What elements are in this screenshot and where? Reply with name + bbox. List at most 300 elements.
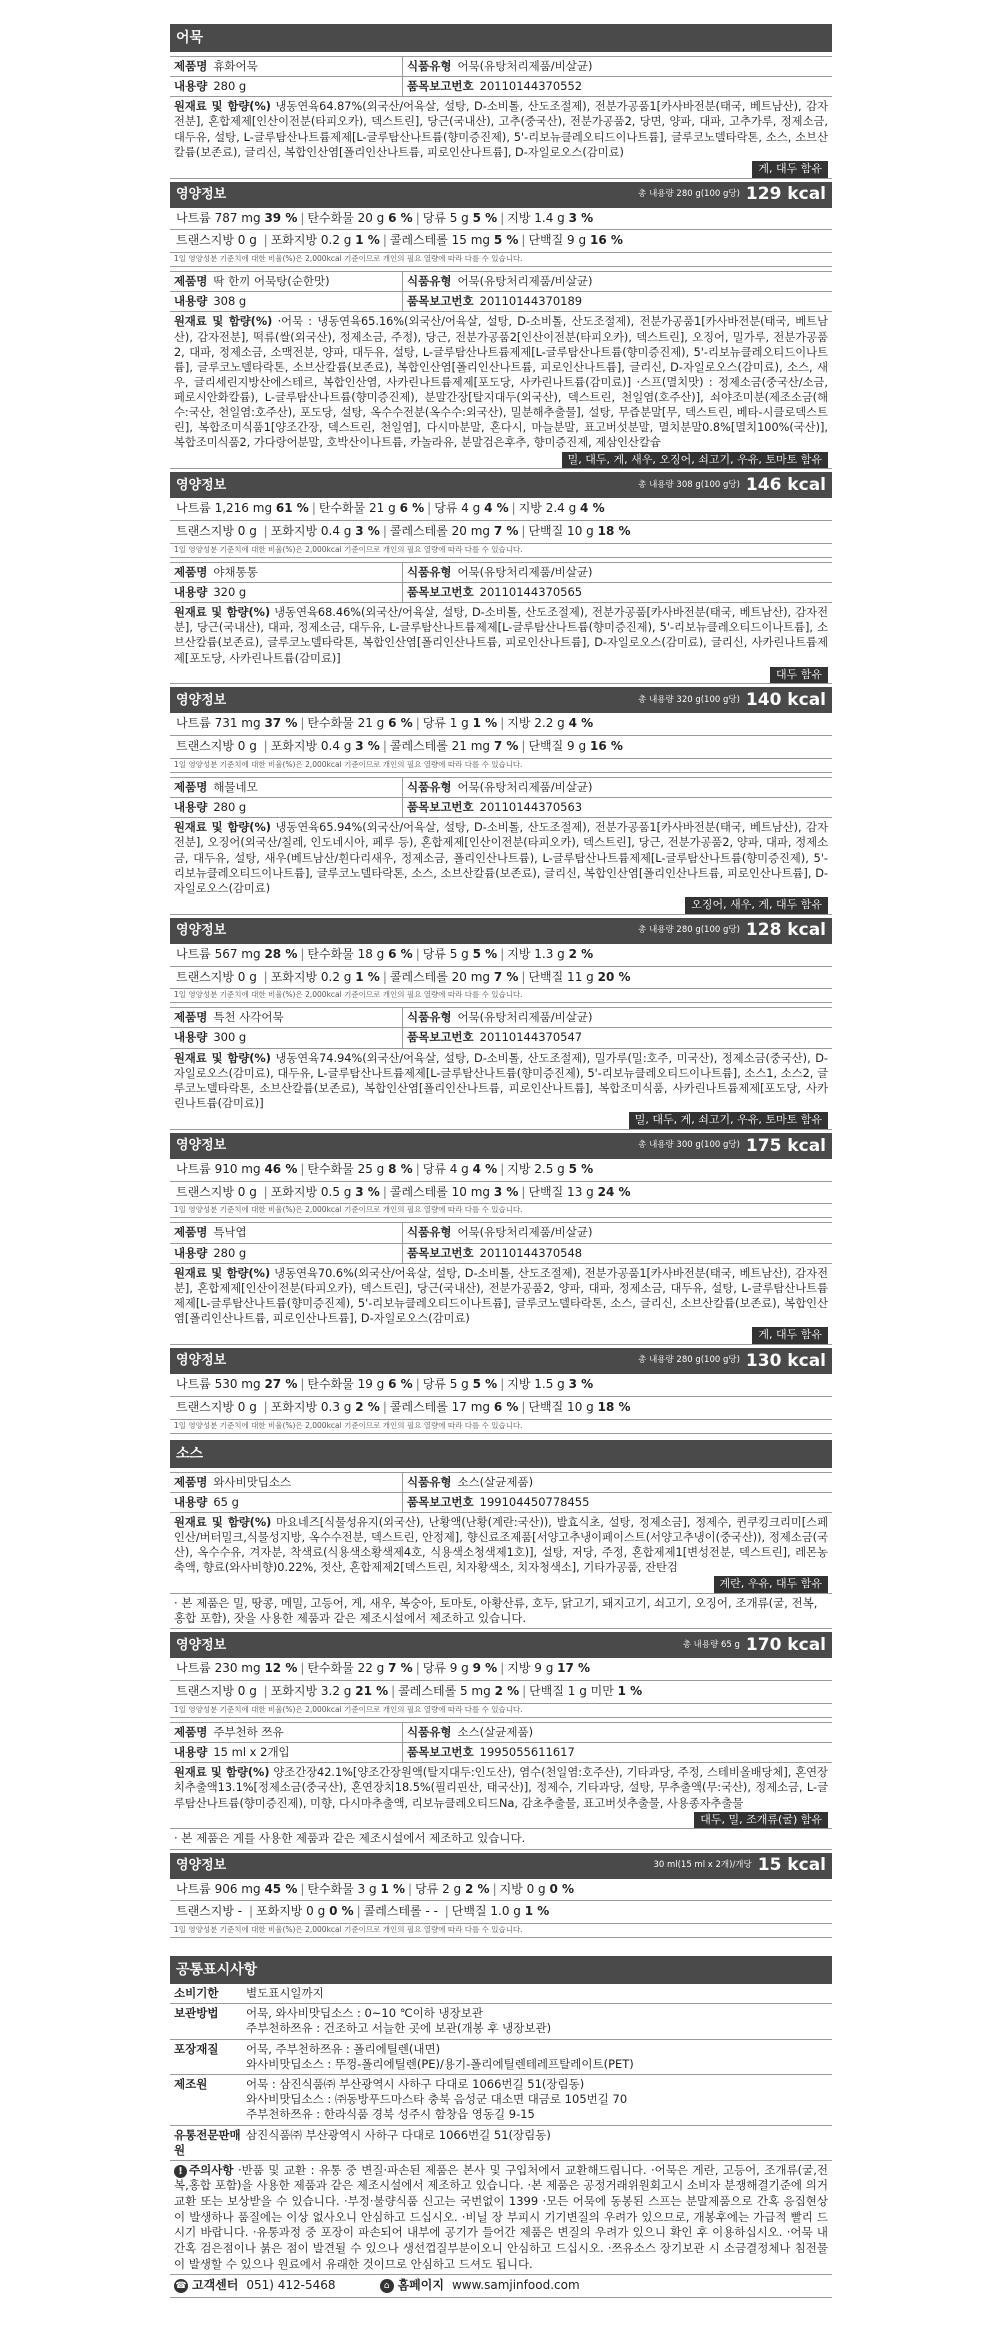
separator: | [500, 716, 505, 731]
product-name-cell [170, 778, 402, 798]
food-type-label: 식품유형 [407, 1724, 452, 1739]
nutrient-percent: 6 % [388, 716, 413, 731]
common-row-line: 어묵 : 삼진식품㈜ 부산광역시 사하구 다대로 1066번길 51(장림동) [246, 2077, 585, 2091]
content-amount-label: 내용량 [174, 800, 208, 815]
nutrient-amount: 단백질 9 g [528, 233, 587, 248]
nutrient-amount: 탄수화물 3 g [307, 1881, 377, 1896]
nutrient-percent: 5 % [472, 946, 498, 961]
nutrient-amount: 탄수화물 21 g [307, 716, 385, 731]
separator: | [444, 1904, 449, 1919]
report-number-label: 품목보고번호 [407, 1245, 474, 1260]
nutrient-percent: 4 % [472, 1161, 498, 1176]
nutrition-row [170, 1658, 832, 1681]
nutrition-row [170, 1397, 832, 1420]
product-name: 휴화어묵 [213, 59, 258, 73]
food-type-label: 식품유형 [407, 1474, 452, 1489]
fishcake-list [170, 56, 832, 1434]
nutrition-header [170, 687, 832, 713]
separator: | [500, 210, 505, 225]
nutrient-percent: 3 % [355, 524, 380, 539]
nutrient-amount: 지방 2.2 g [507, 716, 565, 731]
food-type: 어묵(유탕처리제품/비살균) [457, 780, 593, 794]
report-number-label: 품목보고번호 [407, 585, 474, 600]
nutrient-amount: 탄수화물 20 g [307, 210, 385, 225]
report-number-label: 품목보고번호 [407, 1745, 474, 1760]
nutrient-amount: 나트륨 230 mg [176, 1661, 261, 1676]
separator: | [263, 969, 268, 984]
report-number-cell [402, 1028, 832, 1048]
nutrient-amount: 단백질 13 g [528, 1184, 594, 1199]
content-amount-label: 내용량 [174, 1494, 208, 1509]
product-name: 특천 사각어묵 [213, 1010, 284, 1025]
nutrient-percent: 0 % [549, 1881, 575, 1896]
nutrient-percent: 17 % [557, 1661, 591, 1676]
nutrient-amount: 당류 2 g [415, 1881, 462, 1896]
common-row-value [246, 2042, 832, 2072]
separator: | [408, 1881, 413, 1896]
allergen-row [174, 666, 828, 684]
product-block [170, 1007, 832, 1218]
content-amount-label: 내용량 [174, 585, 208, 600]
calories: 130 kcal [745, 1350, 826, 1371]
nutrient-percent: 37 % [264, 716, 298, 731]
product-info-grid [170, 1007, 832, 1048]
report-number-label: 품목보고번호 [407, 79, 474, 94]
serving-size: 총 내용량 300 g(100 g당) [638, 1140, 740, 1151]
nutrient-amount: 당류 5 g [422, 210, 469, 225]
allergen-badge: 밀, 대두, 게, 쇠고기, 우유, 토마토 함유 [629, 1112, 828, 1129]
common-row [170, 2040, 832, 2075]
nutrient-amount: 트랜스지방 0 g [176, 969, 257, 984]
nutrient-percent: 18 % [597, 524, 631, 539]
separator: | [521, 233, 526, 248]
nutrition-title: 영양정보 [176, 1138, 227, 1154]
nutrient-percent: 61 % [275, 501, 309, 516]
common-row [170, 2075, 832, 2126]
common-row-line: 와사비맛딥소스 : 뚜껑-폴리에틸렌(PE)/용기-폴리에틸렌테레프탈레이트(PET) [246, 2056, 634, 2071]
section-title-fishcake: 어묵 [170, 24, 832, 52]
nutrient-amount: 포화지방 3.2 g [270, 1684, 352, 1699]
nutrient-percent: 12 % [264, 1661, 298, 1676]
content-amount-cell [170, 1244, 402, 1264]
nutrient-percent: 20 % [597, 969, 631, 984]
warning-block [170, 2161, 832, 2275]
nutrition-footnote: 1일 영양성분 기준치에 대한 비율(%)은 2,000kcal 기준이므로 개인의 필요 열량에 따라 다를 수 있습니다. [170, 1704, 832, 1718]
allergen-badge: 게, 대두 함유 [752, 161, 828, 178]
content-amount: 320 g [213, 585, 247, 600]
nutrition-header [170, 1853, 832, 1879]
phone-icon: ☎ [175, 2281, 187, 2292]
product-name-cell [170, 1008, 402, 1028]
nutrient-percent: 6 % [388, 1376, 413, 1391]
ingredients-text: 양조간장42.1%[양조간장원액(탈지대두:인도산), 염수(천일염:호주산), 기타과당, 주정, 스테비올배당체], 혼연장치추출액13.1%[정제소금(중국산), 혼연장치18.5%(필리핀산, 태국산)], 정제수, 기타과당, 설탕, 무추출액(무:국산), 정제소금, L-글루탐산나트륨(향미증진제), 미향, 다시마추출액, 리보뉴클레오티드Na, 감초추출물, 표고버섯추출물, 사용종자추출물 [174, 1766, 828, 1810]
ingredients-label: 원재료 및 함량(%) [174, 821, 271, 835]
content-amount-label: 내용량 [174, 1245, 208, 1260]
report-number: 20110144370189 [479, 294, 583, 309]
content-amount: 280 g [213, 1245, 247, 1260]
nutrient-amount: 탄수화물 19 g [307, 1376, 385, 1391]
serving-size: 총 내용량 280 g(100 g당) [638, 925, 740, 936]
nutrient-percent: 7 % [388, 1661, 413, 1676]
food-type: 소스(살균제품) [457, 1724, 534, 1739]
allergen-row [174, 160, 828, 178]
separator: | [521, 739, 526, 754]
content-amount-label: 내용량 [174, 1745, 208, 1760]
separator: | [382, 739, 387, 754]
food-type: 어묵(유탕처리제품/비살균) [457, 274, 593, 289]
common-info-rows [170, 1984, 832, 2161]
contact-row [170, 2275, 832, 2298]
nutrient-percent: 45 % [264, 1881, 298, 1896]
nutrition-footnote: 1일 영양성분 기준치에 대한 비율(%)은 2,000kcal 기준이므로 개인의 필요 열량에 따라 다를 수 있습니다. [170, 1924, 832, 1938]
food-type: 어묵(유탕처리제품/비살균) [457, 564, 593, 579]
common-info [170, 1956, 832, 2298]
separator: | [263, 1399, 268, 1414]
separator: | [415, 716, 420, 731]
allergen-row [174, 1575, 828, 1593]
nutrient-amount: 나트륨 906 mg [176, 1881, 261, 1896]
nutrient-percent: 3 % [493, 1184, 519, 1199]
nutrient-amount: 탄수화물 22 g [307, 1661, 385, 1676]
product-block [170, 562, 832, 773]
nutrient-percent: 5 % [472, 210, 498, 225]
nutrient-amount: 콜레스테롤 20 mg [389, 524, 491, 539]
separator: | [382, 969, 387, 984]
separator: | [522, 1684, 527, 1699]
nutrition-header [170, 1348, 832, 1374]
nutrient-percent: 2 % [494, 1684, 520, 1699]
nutrient-amount: 당류 1 g [422, 716, 469, 731]
separator: | [521, 1399, 526, 1414]
nutrition-row [170, 713, 832, 736]
ingredients-text: 냉동연육70.6%(외국산/어육살, 설탕, D-소비톨, 산도조절제), 전분가공품1[카사바전분(태국, 베트남산), 감자전분], 혼합제제[인산이전분(타피오카), 덱스트린], 당근(국내산), 전분가공품2, 양파, 대파, 정제소금, 대두유, 설탕, L-글루탐산나트륨제제[L-글루탐산나트륨(향미증진제), 5'-리보뉴클레오티드이나트륨], 글루코노델타락톤, 소스, 글리신, 소브산칼륨(보존료), 복합인산염[폴리인산나트륨, 피로인산나트륨], D-자일로오스(감미료) [174, 1266, 828, 1326]
calories: 146 kcal [745, 475, 826, 496]
content-amount: 15 ml x 2개입 [213, 1745, 290, 1760]
contact-label: 고객센터 [192, 2278, 239, 2293]
nutrient-amount: 단백질 1 g 미만 [529, 1684, 614, 1699]
nutrient-amount: 단백질 10 g [528, 524, 594, 539]
separator: | [391, 1684, 396, 1699]
product-info-grid [170, 271, 832, 312]
calories: 175 kcal [745, 1135, 826, 1156]
food-type-cell [402, 1723, 832, 1743]
food-type-cell [402, 1223, 832, 1243]
content-amount-cell [170, 1743, 402, 1763]
nutrient-percent: 16 % [589, 739, 623, 754]
product-name: 딱 한끼 어묵탕(순한맛) [213, 274, 330, 289]
separator: | [311, 501, 316, 516]
report-number-cell [402, 798, 832, 818]
facility-note: · 본 제품은 게를 사용한 제품과 같은 제조시설에서 제조하고 있습니다. [170, 1829, 832, 1849]
nutrient-amount: 콜레스테롤 5 mg [398, 1684, 491, 1699]
nutrient-percent: 6 % [388, 210, 413, 225]
content-amount-label: 내용량 [174, 1030, 208, 1045]
product-info-grid [170, 562, 832, 603]
report-number: 20110144370547 [479, 1030, 583, 1045]
report-number: 20110144370552 [479, 79, 583, 94]
nutrient-amount: 당류 4 g [422, 1161, 469, 1176]
report-number-cell [402, 1743, 832, 1763]
serving-size: 총 내용량 308 g(100 g당) [638, 479, 740, 490]
ingredients-block [170, 97, 832, 178]
food-type: 어묵(유탕처리제품/비살균) [457, 1225, 593, 1240]
nutrient-amount: 단백질 9 g [528, 739, 587, 754]
separator: | [300, 210, 305, 225]
content-amount-cell [170, 1493, 402, 1513]
nutrient-percent: 1 % [355, 969, 380, 984]
serving-size: 총 내용량 320 g(100 g당) [638, 694, 740, 705]
food-type: 소스(살균제품) [457, 1474, 534, 1489]
allergen-badge: 대두, 밀, 조개류(굴) 함유 [694, 1812, 828, 1829]
product-info-grid [170, 1472, 832, 1513]
nutrient-percent: 2 % [355, 1399, 380, 1414]
calories: 128 kcal [745, 920, 826, 941]
nutrition-title: 영양정보 [176, 692, 227, 708]
product-name: 해물네모 [213, 780, 258, 794]
nutrient-amount: 포화지방 0.2 g [270, 233, 352, 248]
nutrient-amount: 콜레스테롤 21 mg [389, 739, 491, 754]
report-number: 20110144370563 [479, 800, 583, 815]
nutrient-amount: 콜레스테롤 20 mg [389, 969, 491, 984]
food-type: 어묵(유탕처리제품/비살균) [457, 1010, 593, 1025]
calories: 15 kcal [757, 1855, 826, 1876]
nutrient-amount: 콜레스테롤 15 mg [389, 233, 491, 248]
product-name-label: 제품명 [174, 1474, 208, 1489]
nutrition-footnote: 1일 영양성분 기준치에 대한 비율(%)은 2,000kcal 기준이므로 개인의 필요 열량에 따라 다를 수 있습니다. [170, 253, 832, 267]
nutrient-amount: 트랜스지방 0 g [176, 1184, 257, 1199]
content-amount: 280 g [213, 79, 247, 94]
nutrient-amount: 지방 0 g [499, 1881, 546, 1896]
nutrient-amount: 지방 2.4 g [518, 501, 577, 516]
serving-size: 총 내용량 280 g(100 g당) [638, 1355, 740, 1366]
food-type-label: 식품유형 [407, 564, 452, 579]
nutrition-row [170, 1901, 832, 1924]
common-row-line: 별도표시일까지 [246, 1986, 324, 2001]
nutrient-percent: 5 % [472, 1376, 498, 1391]
nutrition-row [170, 1374, 832, 1397]
report-number-cell [402, 1493, 832, 1513]
nutrition-footnote: 1일 영양성분 기준치에 대한 비율(%)은 2,000kcal 기준이므로 개인의 필요 열량에 따라 다를 수 있습니다. [170, 989, 832, 1003]
food-type-cell [402, 57, 832, 77]
home-icon: ⌂ [380, 2279, 394, 2293]
product-name: 주부천하 쯔유 [213, 1724, 284, 1739]
nutrition-header [170, 1632, 832, 1658]
common-row-line: 어묵, 주부천하쯔유 : 폴리에틸렌(내면) [246, 2041, 441, 2056]
ingredients-text: 냉동연육65.94%(외국산/어육살, 설탕, D-소비톨, 산도조절제), 전분가공품1[카사바전분(태국, 베트남산), 감자전분], 오징어(외국산/칠레, 인도네시아, 페루 등), 혼합제제[인산이전분(타피오카), 덱스트린], 당근, 전분가공품2, 양파, 대파, 정제소금, 대두유, 설탕, 새우(베트남산/흰다리새우, 정제소금, 폴리인산나트륨), L-글루탐산나트륨제제[L-글루탐산나트륨(향미증진제), 5'-리보뉴클레오티드이나트륨], 글루코노델타락톤, 소스, 소브산칼륨(보존료), 글리신, 복합인산염[폴리인산나트륨, 피로인산나트륨], D-자일로오스(감미료) [174, 821, 828, 895]
nutrition-header [170, 182, 832, 208]
product-block [170, 56, 832, 267]
nutrient-percent: 3 % [568, 210, 594, 225]
nutrition-footnote: 1일 영양성분 기준치에 대한 비율(%)은 2,000kcal 기준이므로 개인의 필요 열량에 따라 다를 수 있습니다. [170, 1204, 832, 1218]
product-name: 야채통통 [213, 564, 258, 579]
warning-title: 주의사항 [189, 2162, 234, 2177]
ingredients-label: 원재료 및 함량(%) [174, 1515, 272, 1529]
ingredients-text: 냉동연육74.94%(외국산/어육살, 설탕, D-소비톨, 산도조절제), 밀가루(밀:호주, 미국산), 정제소금(중국산), D-자일로오스(감미료), 대두유, L-글루탐산나트륨제제[L-글루탐산나트륨(향미증진제), 5'-리보뉴클레오티드이나트륨], 소스1, 소스2, 글루코노델타락톤, 소브산칼륨(보존료), 복합인산염[폴리인산나트륨, 피로인산나트륨], 복합조미식품, 사카린나트륨제제[포도당, 사카린나트륨(감미료)] [174, 1051, 828, 1110]
nutrient-amount: 트랜스지방 - [176, 1904, 243, 1919]
separator: | [500, 1661, 505, 1676]
product-name: 와사비맛딥소스 [213, 1474, 292, 1489]
food-type-label: 식품유형 [407, 780, 452, 794]
content-amount: 65 g [213, 1494, 239, 1509]
nutrition-header [170, 472, 832, 498]
common-row-line: 와사비맛딥소스 : ㈜동방푸드마스타 충북 음성군 대소면 대금로 105번길 70 [246, 2092, 628, 2107]
nutrition-header [170, 918, 832, 944]
nutrient-amount: 당류 9 g [422, 1661, 469, 1676]
common-row-value [246, 1986, 832, 2001]
nutrition-row [170, 230, 832, 253]
ingredients-label: 원재료 및 함량(%) [174, 1051, 271, 1065]
nutrient-percent: 6 % [388, 946, 413, 961]
food-type: 어묵(유탕처리제품/비살균) [457, 59, 593, 73]
nutrition-row [170, 1681, 832, 1704]
nutrient-percent: 2 % [568, 946, 594, 961]
nutrition-header [170, 1133, 832, 1159]
nutrition-row [170, 967, 832, 990]
product-name-cell [170, 57, 402, 77]
ingredients-text: 냉동연육64.87%(외국산/어육살, 설탕, D-소비톨, 산도조절제), 전분가공품1[카사바전분(태국, 베트남산), 감자전분], 혼합제제[인산이전분(타피오카), 덱스트린], 당근(국내산), 고추(중국산), 전분가공품2, 당면, 양파, 대파, 고추가루, 정제소금, 대두유, 설탕, L-글루탐산나트륨제제[L-글루탐산나트륨(향미증진제), 5'-리보뉴클레오티드이나트륨], 글루코노델타락톤, 소스, 소브산칼륨(보존료), 글리신, 복합인산염[폴리인산나트륨, 피로인산나트륨], D-자일로오스(감미료) [174, 100, 828, 159]
food-type-cell [402, 272, 832, 292]
separator: | [415, 946, 420, 961]
nutrition-row [170, 498, 832, 521]
common-row [170, 1984, 832, 2004]
content-amount-label: 내용량 [174, 294, 208, 309]
ingredients-block [170, 312, 832, 469]
allergen-row [174, 451, 828, 469]
nutrient-amount: 나트륨 787 mg [176, 210, 261, 225]
nutrient-percent: 5 % [493, 233, 519, 248]
report-number: 20110144370548 [479, 1245, 583, 1260]
ingredients-block [170, 1763, 832, 1829]
nutrient-percent: 1 % [355, 233, 380, 248]
common-row-value [246, 2077, 832, 2123]
exclamation-icon: ! [174, 2165, 187, 2178]
food-type-cell [402, 1008, 832, 1028]
nutrition-footnote: 1일 영양성분 기준치에 대한 비율(%)은 2,000kcal 기준이므로 개인의 필요 열량에 따라 다를 수 있습니다. [170, 1420, 832, 1434]
product-block [170, 1472, 832, 1718]
content-amount-label: 내용량 [174, 79, 208, 94]
nutrient-percent: 1 % [524, 1904, 550, 1919]
separator: | [500, 1376, 505, 1391]
nutrient-percent: 3 % [568, 1376, 594, 1391]
separator: | [427, 501, 432, 516]
nutrition-row [170, 944, 832, 967]
nutrient-amount: 단백질 1.0 g [451, 1904, 521, 1919]
food-type-cell [402, 1473, 832, 1493]
common-row-label: 보관방법 [174, 2006, 219, 2021]
common-row-value [246, 2128, 832, 2158]
ingredients-text: ·어묵 : 냉동연육65.16%(외국산/어육살, 설탕, D-소비톨, 산도조절제), 전분가공품1[카사바전분(태국, 베트남산), 감자전분], 떡류(쌀(외국산), 정제소금, 주정), 당근, 전분가공품2[인산이전분(타피오카), 덱스트린], 오징어, 밀가루, 전분가공품2, 대파, 정제소금, 소맥전분, 양파, 대두유, 설탕, L-글루탐산나트륨제제[L-글루탐산나트륨(향미증진제), 5'-리보뉴클레오티드이나트륨], 글루코노델타락톤, 소브산칼륨(보존료), 복합인산염[폴리인산나트륨, 피로인산나트륨], 글리신, D-자일로오스(감미료), 소스, 새우, 글리세린지방산에스테르, 복합인산염, 사카린나트륨제제[포도당, 사카린나트륨(감미료)] ·스프(멸치맛) : 정제소금(중국산/소금, 페로시안화칼륨), L-글루탐산나트륨(향미증진제), 분말간장[탈지대두(외국산), 덱스트린, 천일염(호주산)], 쇠야조미분(제조소금(해수:국산, 천일염:호주산), 포도당, 설탕, 옥수수전분(옥수수:외국산), 밀분해추출물], 설탕, 무즙분말[무, 덱스트린, 베타-시클로덱스트린], 복합조미식품1[양조간장, 덱스트린, 천일염], 다시마분말, 혼다시, 마늘분말, 표고버섯분말, 멸치분말0.8%[멸치100%(국산)], 복합조미식품2, 가다랑어분말, 호박산이나트륨, 카놀라유, 분말검은후추, 향미증진제, 제삼인산칼슘 [174, 315, 829, 450]
ingredients-text: 마요네즈[식물성유지(외국산), 난황액(난황(계란:국산)), 발효식초, 설탕, 정제소금], 정제수, 퀸쿠킹크리미[스페인산/버터밀크,식물성지방, 옥수수전분, 덱스트린, 안정제], 향신료조제품[서양고추냉이페이스트(서양고추냉이(중국산)), 정제소금(국산), 옥수수유, 겨자분, 착색료(식용색소황색제4호, 식용색소청색제1호)], 설탕, 저당, 주정, 혼합제제1[변성전분, 덱스트린], 레몬농축액, 향료(와사비향)0.22%, 젓산, 혼합제제2[덱스트린, 치자황색소, 치자청색소], 기타가공품, 잔탄검 [174, 1515, 828, 1575]
product-name-label: 제품명 [174, 274, 208, 289]
content-amount-cell [170, 583, 402, 603]
sauce-list [170, 1472, 832, 1939]
nutrient-amount: 트랜스지방 0 g [176, 524, 257, 539]
nutrient-percent: 7 % [493, 739, 519, 754]
nutrient-percent: 0 % [329, 1904, 354, 1919]
nutrient-amount: 탄수화물 25 g [307, 1161, 385, 1176]
food-type-label: 식품유형 [407, 59, 452, 73]
product-info-grid [170, 1222, 832, 1263]
nutrition-row [170, 1182, 832, 1205]
product-name-label: 제품명 [174, 59, 208, 73]
ingredients-label: 원재료 및 함량(%) [174, 100, 271, 114]
report-number-label: 품목보고번호 [407, 800, 474, 815]
product-name-cell [170, 563, 402, 583]
nutrient-percent: 8 % [388, 1161, 413, 1176]
report-number-cell [402, 1244, 832, 1264]
common-row-line: 주부천하쯔유 : 건조하고 서늘한 곳에 보관(개봉 후 냉장보관) [246, 2021, 552, 2036]
separator: | [382, 1399, 387, 1414]
separator: | [521, 969, 526, 984]
separator: | [382, 233, 387, 248]
nutrient-amount: 포화지방 0.3 g [270, 1399, 352, 1414]
nutrient-percent: 2 % [465, 1881, 490, 1896]
common-row-line: 주부천하쯔유 : 한라식품 경북 성주시 함창읍 영동길 9-15 [246, 2107, 535, 2122]
separator: | [415, 1376, 420, 1391]
report-number-label: 품목보고번호 [407, 1494, 474, 1509]
nutrition-title: 영양정보 [176, 187, 227, 202]
product-info-grid [170, 777, 832, 818]
report-number: 199104450778455 [479, 1494, 590, 1509]
allergen-row [174, 1111, 828, 1129]
product-name-cell [170, 1473, 402, 1493]
allergen-badge: 오징어, 새우, 게, 대두 함유 [685, 897, 828, 914]
report-number-label: 품목보고번호 [407, 294, 474, 309]
nutrient-percent: 1 % [472, 716, 498, 731]
nutrition-row [170, 1879, 832, 1902]
homepage-label: 홈페이지 [397, 2278, 444, 2293]
content-amount: 300 g [213, 1030, 247, 1045]
nutrient-percent: 1 % [617, 1684, 643, 1699]
common-row-label: 포장재질 [174, 2041, 219, 2056]
separator: | [382, 524, 387, 539]
separator: | [382, 1184, 387, 1199]
separator: | [415, 210, 420, 225]
nutrient-amount: 포화지방 0.5 g [270, 1184, 352, 1199]
product-name-cell [170, 1223, 402, 1243]
separator: | [415, 1661, 420, 1676]
nutrient-percent: 4 % [568, 716, 594, 731]
nutrient-percent: 3 % [355, 1184, 380, 1199]
nutrition-title: 영양정보 [176, 477, 227, 493]
separator: | [500, 946, 505, 961]
serving-size: 30 ml(15 ml x 2개)/개당 [653, 1859, 752, 1870]
nutrient-amount: 포화지방 0.2 g [270, 969, 352, 984]
common-row [170, 2004, 832, 2039]
nutrient-amount: 당류 5 g [422, 1376, 469, 1391]
product-name-label: 제품명 [174, 1724, 208, 1739]
allergen-badge: 대두 함유 [770, 667, 828, 684]
calories: 129 kcal [745, 184, 826, 205]
ingredients-block [170, 818, 832, 914]
nutrition-title: 영양정보 [176, 1858, 227, 1874]
separator: | [263, 1684, 268, 1699]
nutrient-percent: 24 % [597, 1184, 631, 1199]
nutrient-amount: 포화지방 0.4 g [270, 739, 352, 754]
serving-size: 총 내용량 65 g [682, 1639, 740, 1650]
nutrient-percent: 7 % [493, 524, 519, 539]
nutrient-percent: 28 % [264, 946, 298, 961]
nutrient-percent: 4 % [580, 501, 605, 516]
separator: | [300, 1661, 305, 1676]
nutrient-percent: 3 % [355, 739, 380, 754]
product-block [170, 1722, 832, 1938]
ingredients-block [170, 1513, 832, 1594]
separator: | [300, 1376, 305, 1391]
food-type-label: 식품유형 [407, 1225, 452, 1240]
nutrition-row [170, 521, 832, 544]
food-type-cell [402, 563, 832, 583]
